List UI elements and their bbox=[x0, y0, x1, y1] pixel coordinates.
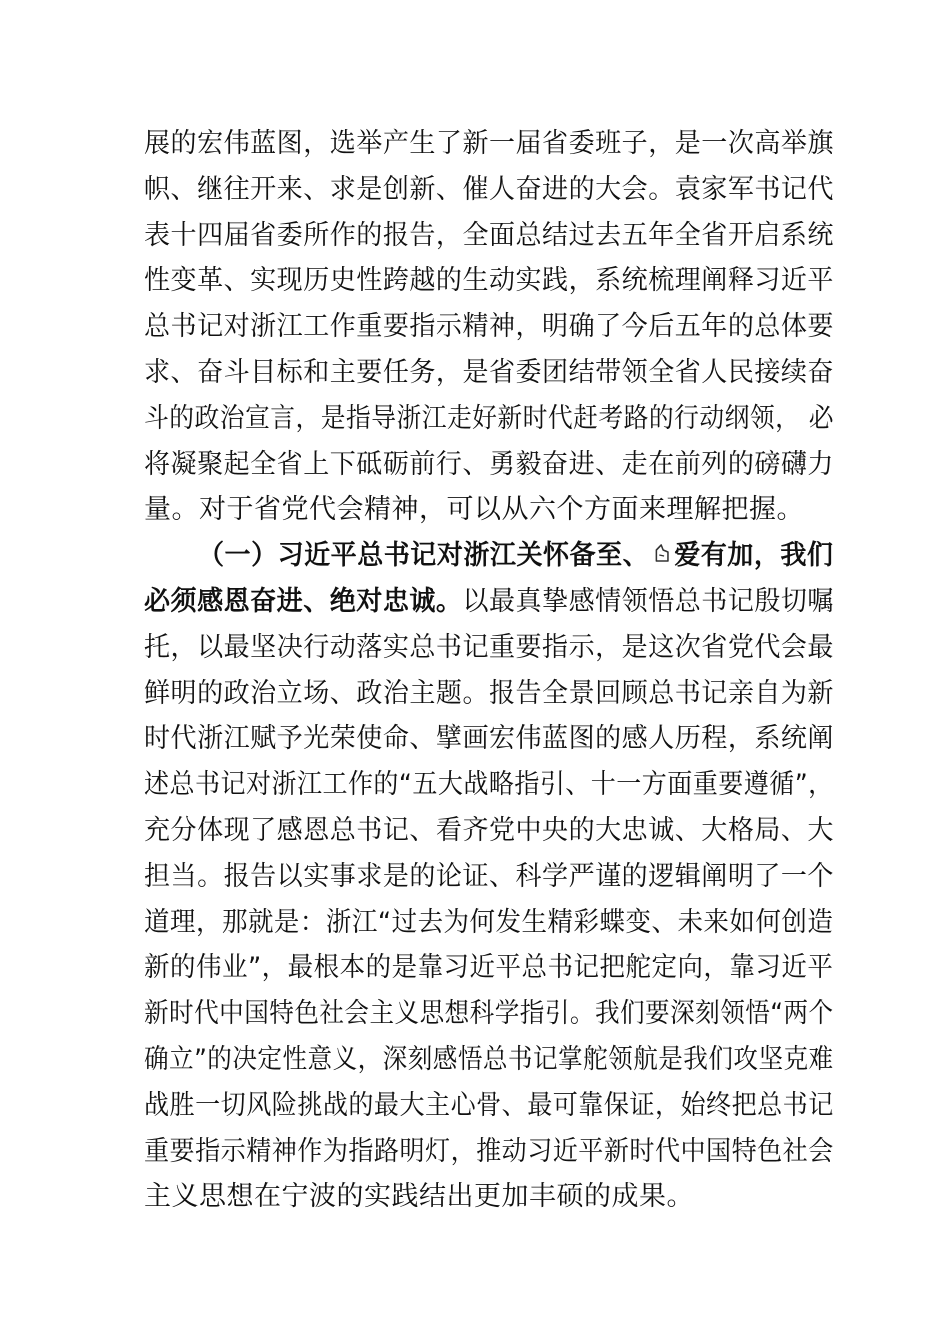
text-line: 述总书记对浙江工作的“五大战略指引、十一方面重要遵循”， bbox=[144, 769, 834, 800]
text-line: 量。对于省党代会精神，可以从六个方面来理解把握。 bbox=[144, 494, 804, 525]
text-line: 担当。报告以实事求是的论证、科学严谨的逻辑阐明了一个 bbox=[144, 861, 834, 892]
text-line: 道理，那就是：浙江“过去为何发生精彩蝶变、未来如何创造 bbox=[144, 907, 834, 938]
text-line: 将凝聚起全省上下砥砺前行、勇毅奋进、走在前列的磅礴力 bbox=[144, 449, 834, 480]
text-line: 战胜一切风险挑战的最大主心骨、最可靠保证，始终把总书记 bbox=[144, 1090, 834, 1121]
text-line: 斗的政治宣言，是指导浙江走好新时代赶考路的行动纲领， 必 bbox=[144, 403, 834, 434]
text-line: 帜、继往开来、求是创新、催人奋进的大会。袁家军书记代 bbox=[144, 174, 834, 205]
text-line: 表十四届省委所作的报告，全面总结过去五年全省开启系统 bbox=[144, 220, 834, 251]
rendering-artifact-icon bbox=[651, 539, 672, 565]
text-line: 新时代中国特色社会主义思想科学指引。我们要深刻领悟“两个 bbox=[144, 998, 834, 1029]
heading-text: （一）习近平总书记对浙江关怀备至、 bbox=[198, 540, 650, 571]
section-heading bbox=[198, 536, 834, 576]
text-line: 时代浙江赋予光荣使命、擘画宏伟蓝图的感人历程，系统阐 bbox=[144, 723, 834, 754]
text-line: 充分体现了感恩总书记、看齐党中央的大忠诚、大格局、大 bbox=[144, 815, 834, 846]
text-line: 展的宏伟蓝图，选举产生了新一届省委班子，是一次高举旗 bbox=[144, 128, 834, 159]
heading-text: 必须感恩奋进、绝对忠诚。 bbox=[144, 586, 463, 617]
heading-text: 爱有加，我们 bbox=[674, 540, 834, 571]
text-line: 重要指示精神作为指路明灯，推动习近平新时代中国特色社会 bbox=[144, 1136, 834, 1167]
text-line: 主义思想在宁波的实践结出更加丰硕的成果。 bbox=[144, 1181, 694, 1212]
text-line: 新的伟业”，最根本的是靠习近平总书记把舵定向，靠习近平 bbox=[144, 952, 834, 983]
body-text: 以最真挚感情领悟总书记殷切嘱 bbox=[462, 586, 834, 617]
text-line: 性变革、实现历史性跨越的生动实践，系统梳理阐释习近平 bbox=[144, 265, 834, 296]
text-line: 鲜明的政治立场、政治主题。报告全景回顾总书记亲自为新 bbox=[144, 678, 834, 709]
text-line: 求、奋斗目标和主要任务，是省委团结带领全省人民接续奋 bbox=[144, 357, 834, 388]
text-line: 确立”的决定性意义，深刻感悟总书记掌舵领航是我们攻坚克难 bbox=[144, 1044, 834, 1075]
text-line: 总书记对浙江工作重要指示精神，明确了今后五年的总体要 bbox=[144, 311, 834, 342]
text-line bbox=[144, 582, 834, 622]
text-line: 托，以最坚决行动落实总书记重要指示，是这次省党代会最 bbox=[144, 632, 834, 663]
